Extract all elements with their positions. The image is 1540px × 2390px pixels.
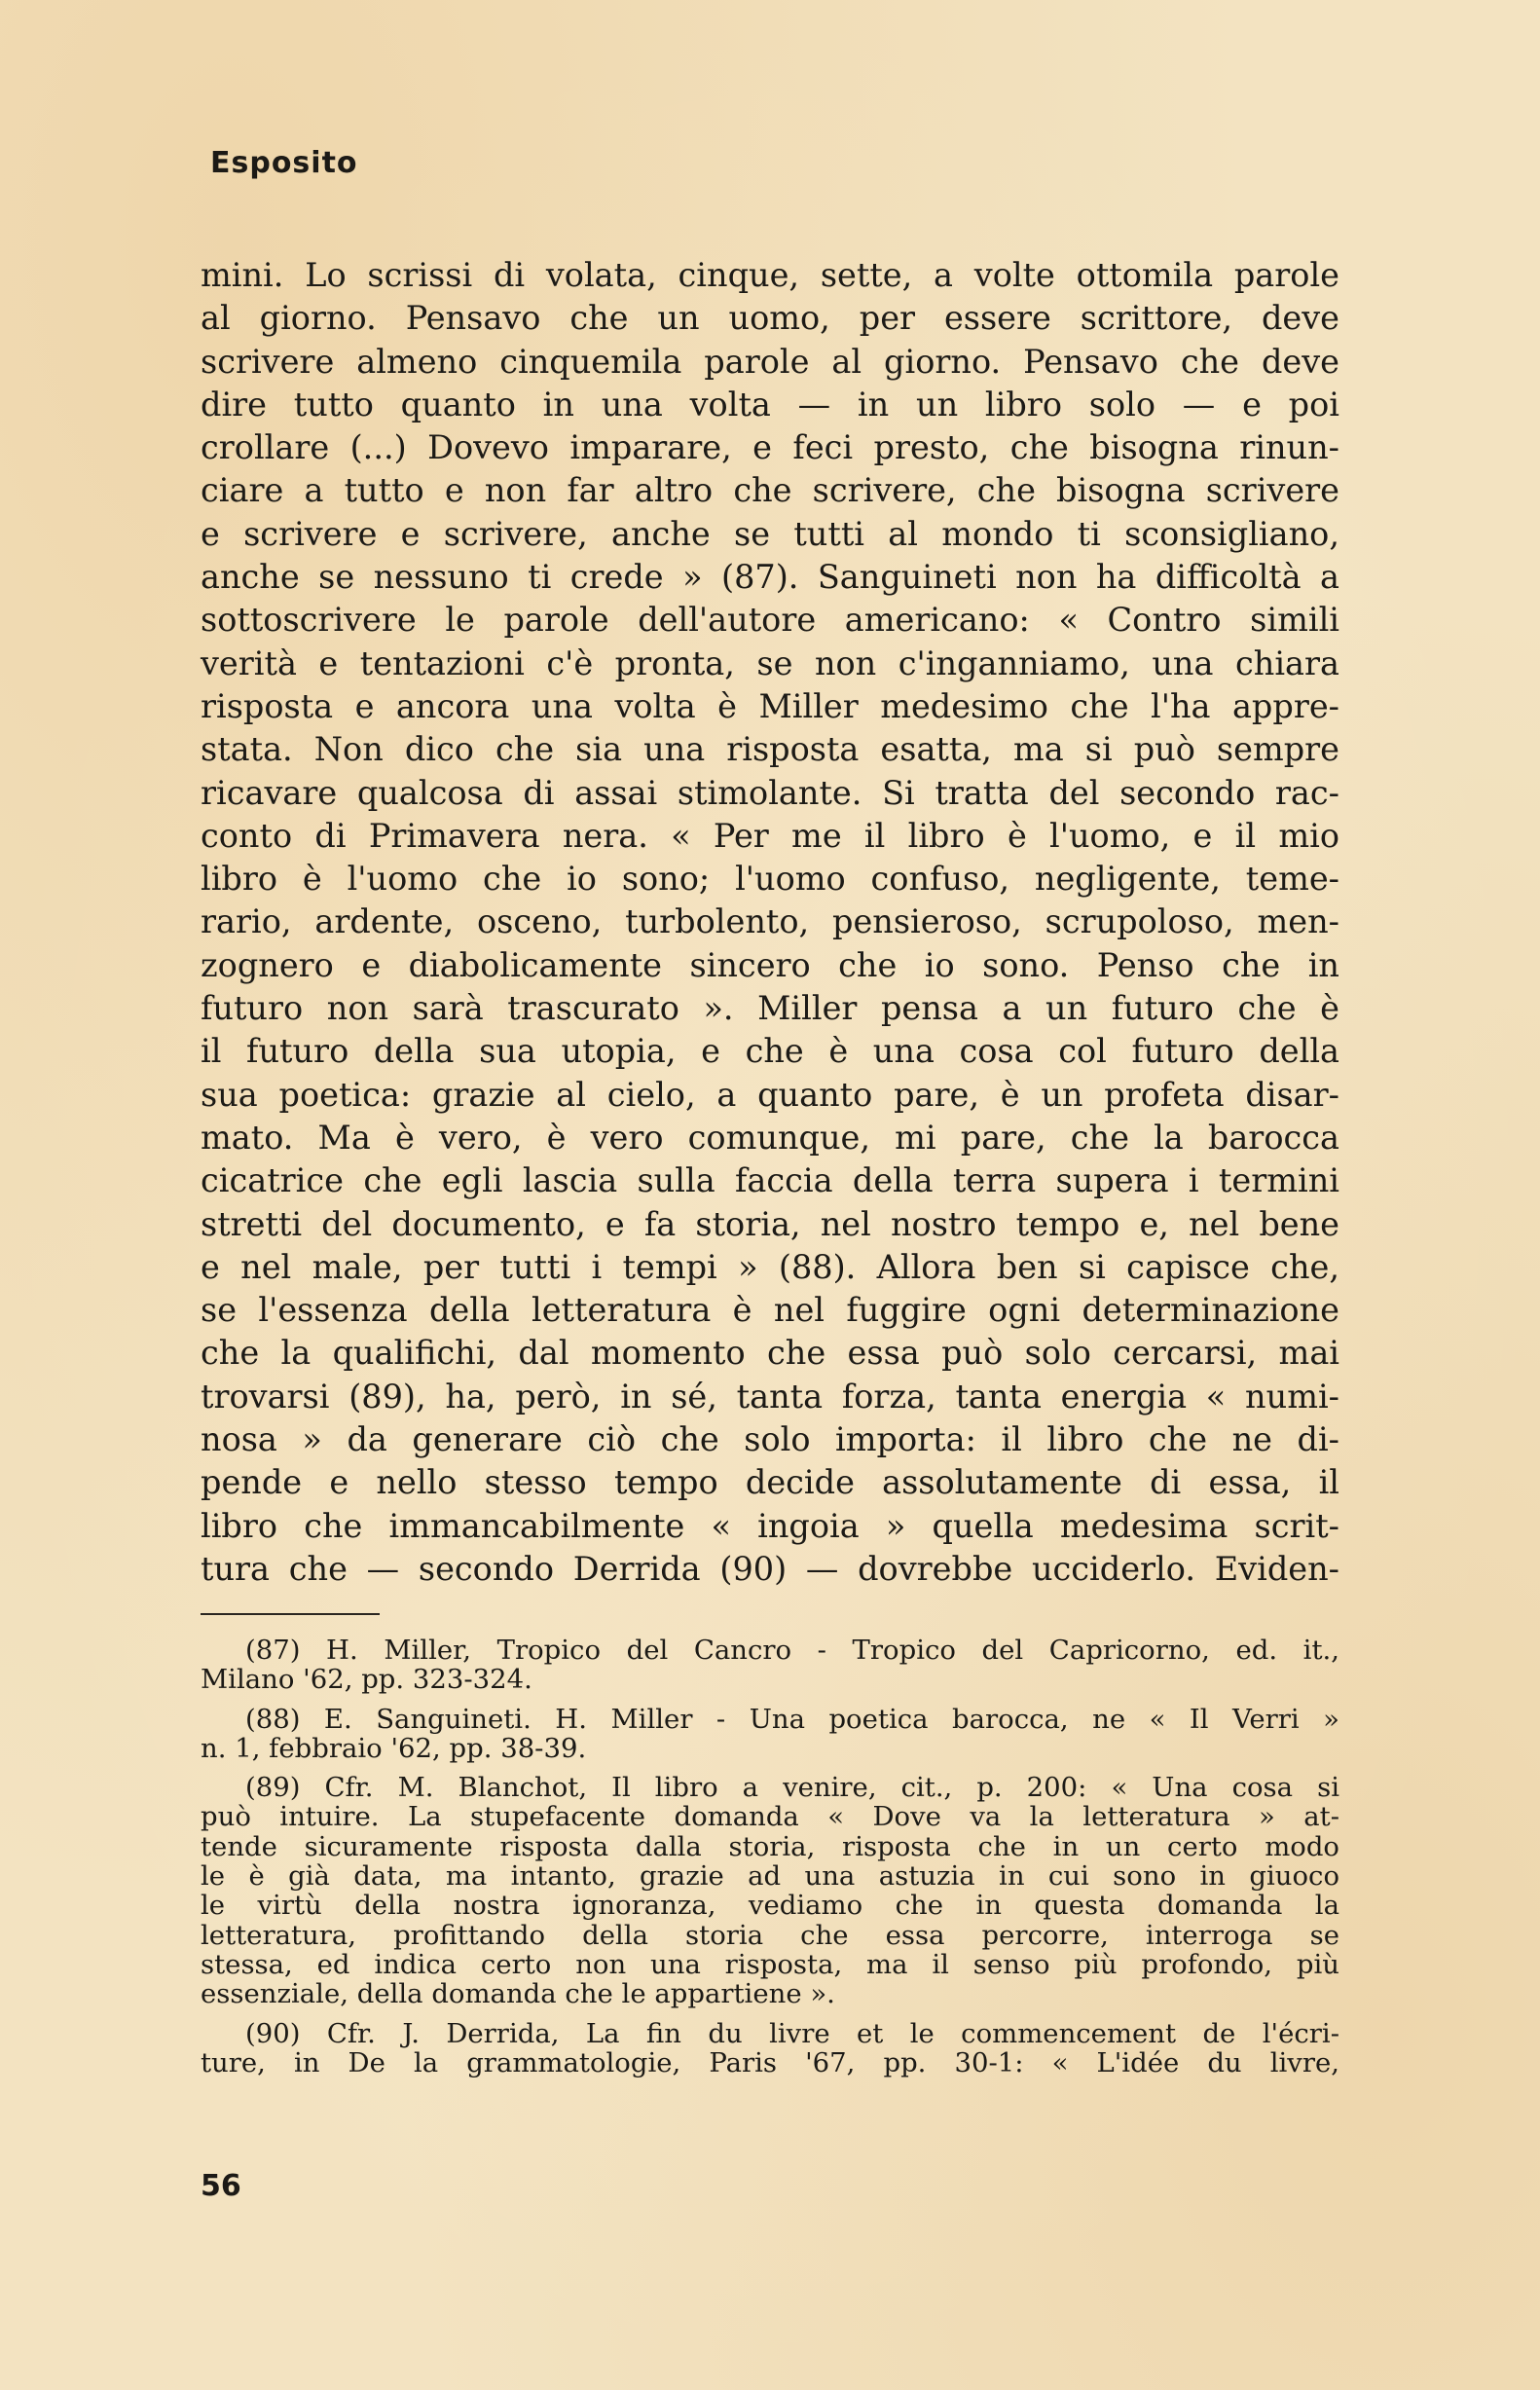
body-text-line: futuro non sarà trascurato ». Miller pensa a un futuro che è (201, 989, 1339, 1028)
body-text-line: se l'essenza della letteratura è nel fuggire ogni determinazione (201, 1291, 1339, 1330)
footnote-line: (89) Cfr. M. Blanchot, Il libro a venire, cit., p. 200: « Una cosa si (245, 1772, 1339, 1804)
body-text-line: scrivere almeno cinquemila parole al giorno. Pensavo che deve (201, 342, 1339, 381)
footnote-line: (90) Cfr. J. Derrida, La fin du livre et le commencement de l'écri- (245, 2017, 1339, 2049)
footnote-line: può intuire. La stupefacente domanda « Dove va la letteratura » at- (201, 1801, 1339, 1833)
body-text-line: stretti del documento, e fa storia, nel nostro tempo e, nel bene (201, 1204, 1339, 1243)
footnote-line: le virtù della nostra ignoranza, vediamo che in questa domanda la (201, 1890, 1339, 1922)
footnote-line: essenziale, della domanda che le appartiene ». (201, 1978, 835, 2010)
footnote-separator-rule (201, 1613, 380, 1615)
footnote-line: stessa, ed indica certo non una risposta, ma il senso più profondo, più (201, 1948, 1339, 1980)
body-text-line: ricavare qualcosa di assai stimolante. Si tratta del secondo rac- (201, 773, 1339, 812)
body-text-line: stata. Non dico che sia una risposta esatta, ma si può sempre (201, 730, 1339, 769)
body-text-line: al giorno. Pensavo che un uomo, per essere scrittore, deve (201, 299, 1339, 338)
body-text-line: zognero e diabolicamente sincero che io sono. Penso che in (201, 945, 1339, 984)
body-text-line: mato. Ma è vero, è vero comunque, mi pare, che la barocca (201, 1118, 1339, 1157)
body-text-line: anche se nessuno ti crede » (87). Sanguineti non ha difficoltà a (201, 558, 1339, 597)
body-text-line: nosa » da generare ciò che solo importa: il libro che ne di- (201, 1420, 1339, 1459)
footnote-line: Milano '62, pp. 323-324. (201, 1664, 532, 1696)
body-text-line: libro che immancabilmente « ingoia » quella medesima scrit- (201, 1506, 1339, 1545)
body-text-line: trovarsi (89), ha, però, in sé, tanta forza, tanta energia « numi- (201, 1377, 1339, 1416)
body-text-line: ciare a tutto e non far altro che scrivere, che bisogna scrivere (201, 471, 1339, 510)
body-text-line: e scrivere e scrivere, anche se tutti al mondo ti sconsigliano, (201, 514, 1339, 553)
running-header-author: Esposito (210, 146, 358, 180)
footnote-line: (87) H. Miller, Tropico del Cancro - Tropico del Capricorno, ed. it., (245, 1635, 1339, 1666)
body-text-line: risposta e ancora una volta è Miller medesimo che l'ha appre- (201, 686, 1339, 725)
body-text-line: pende e nello stesso tempo decide assolutamente di essa, il (201, 1463, 1339, 1502)
footnote-line: (88) E. Sanguineti. H. Miller - Una poetica barocca, ne « Il Verri » (245, 1703, 1339, 1735)
body-text-line: crollare (...) Dovevo imparare, e feci presto, che bisogna rinun- (201, 428, 1339, 467)
footnotes-block (201, 1636, 1339, 2077)
body-text-line: conto di Primavera nera. « Per me il libro è l'uomo, e il mio (201, 816, 1339, 855)
footnote-line: ture, in De la grammatologie, Paris '67, pp. 30-1: « L'idée du livre, (201, 2046, 1339, 2078)
body-text-line: libro è l'uomo che io sono; l'uomo confuso, negligente, teme- (201, 860, 1339, 899)
body-text-line: che la qualifichi, dal momento che essa può solo cercarsi, mai (201, 1334, 1339, 1373)
footnote-line: letteratura, profittando della storia che essa percorre, interroga se (201, 1919, 1339, 1951)
footnote-line: n. 1, febbraio '62, pp. 38-39. (201, 1732, 587, 1764)
body-text-line: il futuro della sua utopia, e che è una cosa col futuro della (201, 1032, 1339, 1071)
body-text-line: sottoscrivere le parole dell'autore americano: « Contro simili (201, 601, 1339, 640)
footnote-line: tende sicuramente risposta dalla storia, risposta che in un certo modo (201, 1830, 1339, 1862)
body-text-line: sua poetica: grazie al cielo, a quanto pare, è un profeta disar- (201, 1075, 1339, 1114)
body-text-line: verità e tentazioni c'è pronta, se non c'inganniamo, una chiara (201, 643, 1339, 682)
body-text-line: cicatrice che egli lascia sulla faccia della terra supera i termini (201, 1161, 1339, 1200)
body-text-line: e nel male, per tutti i tempi » (88). Allora ben si capisce che, (201, 1247, 1339, 1286)
main-body-text (201, 254, 1339, 1591)
body-text-line: dire tutto quanto in una volta — in un libro solo — e poi (201, 385, 1339, 423)
body-text-line: tura che — secondo Derrida (90) — dovrebbe ucciderlo. Eviden- (201, 1549, 1339, 1588)
body-text-line: mini. Lo scrissi di volata, cinque, sette, a volte ottomila parole (201, 256, 1339, 294)
footnote-line: le è già data, ma intanto, grazie ad una astuzia in cui sono in giuoco (201, 1860, 1339, 1893)
body-text-line: rario, ardente, osceno, turbolento, pensieroso, scrupoloso, men- (201, 902, 1339, 941)
page-number: 56 (201, 2169, 241, 2203)
